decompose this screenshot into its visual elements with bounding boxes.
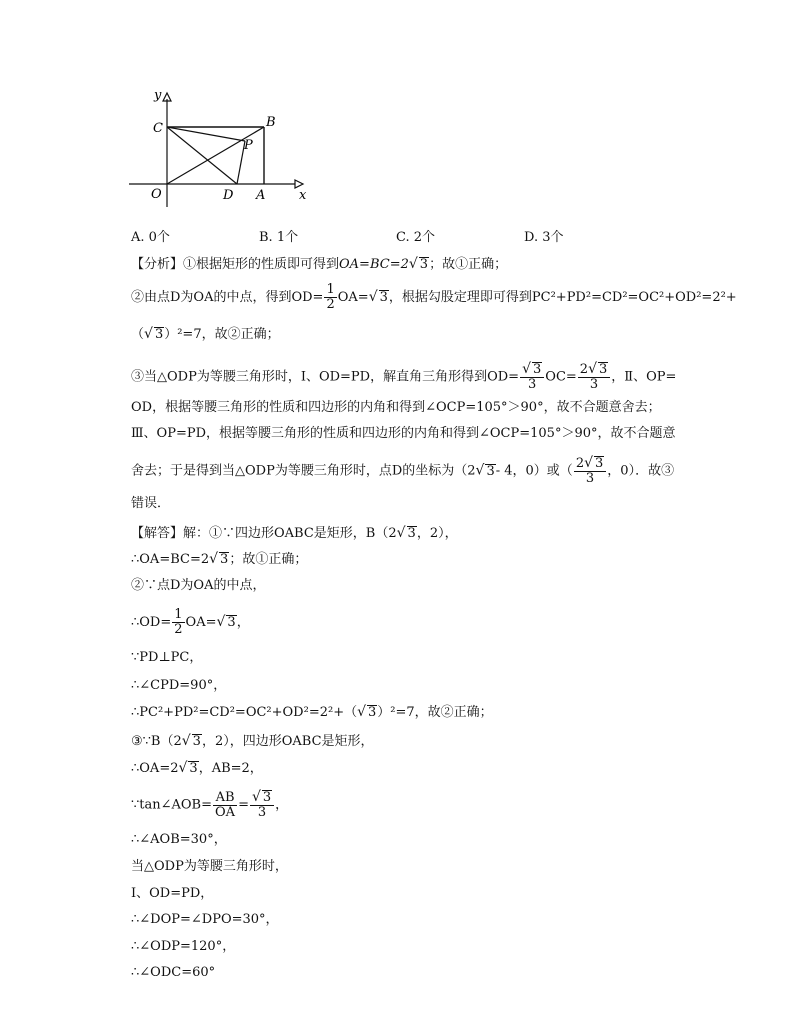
analysis-line-1: 【分析】①根据矩形的性质即可得到OA=BC=2√ 3；故①正确； — [131, 256, 508, 272]
point-b-label: B — [266, 115, 276, 130]
analysis-line-3: （√ 3）²=7，故②正确； — [131, 326, 280, 342]
solution-line-9: ∴OA=2√ 3，AB=2， — [131, 760, 263, 776]
solution-line-13: Ⅰ、OD=PD， — [131, 886, 214, 901]
segment-cd — [167, 127, 237, 184]
solution-line-11: ∴∠AOB=30°， — [131, 832, 227, 847]
analysis-line-2: ②由点D为OA的中点，得到OD= $\frac{1}{2}$ OA=√ 3，根据勾股定理即可得到PC²+PD²=CD²=OC²+OD²=2²+ — [131, 282, 737, 312]
solution-line-7: ∴PC²+PD²=CD²=OC²+OD²=2²+（√ 3）²=7，故②正确； — [131, 704, 493, 720]
option-a: A. 0个 — [131, 230, 170, 245]
geometry-figure — [125, 85, 315, 210]
solution-line-15: ∴∠ODP=120°， — [131, 939, 236, 954]
solution-line-2: ∴OA=BC=2√ 3；故①正确； — [131, 551, 308, 567]
solution-line-10: ∵tan∠AOB= $\frac{AB}{OA}$ = $\frac{√ 3}{3}$ ， — [131, 789, 289, 820]
point-o-label: O — [151, 187, 162, 202]
axis-y-label: y — [154, 88, 162, 103]
solution-line-5: ∵PD⊥PC， — [131, 650, 203, 665]
point-c-label: C — [153, 121, 163, 136]
analysis-line-6: Ⅲ、OP=PD，根据等腰三角形的性质和四边形的内角和得到∠OCP=105°＞90°，故不合题意 — [131, 426, 676, 441]
solution-line-12: 当△ODP为等腰三角形时， — [131, 859, 288, 874]
option-d: D. 3个 — [524, 230, 564, 245]
solution-line-8: ③∵B（2√ 3，2），四边形OABC是矩形， — [131, 733, 374, 749]
analysis-line-5: OD，根据等腰三角形的性质和四边形的内角和得到∠OCP=105°＞90°，故不合题意舍去； — [131, 400, 661, 415]
point-d-label: D — [223, 188, 234, 203]
x-axis-arrow — [295, 180, 303, 188]
axis-x-label: x — [299, 188, 307, 203]
point-p-label: P — [244, 138, 253, 153]
solution-line-16: ∴∠ODC=60° — [131, 965, 216, 980]
point-a-label: A — [256, 188, 266, 203]
option-b: B. 1个 — [259, 230, 299, 245]
solution-line-14: ∴∠DOP=∠DPO=30°， — [131, 912, 279, 927]
solution-line-6: ∴∠CPD=90°， — [131, 678, 227, 693]
solution-line-1: 【解答】解：①∵四边形OABC是矩形，B（2√ 3，2）， — [131, 525, 458, 541]
solution-line-4: ∴OD= $\frac{1}{2}$ OA=√ 3， — [131, 607, 250, 637]
analysis-line-8: 错误． — [131, 496, 171, 511]
analysis-line-4: ③当△ODP为等腰三角形时，Ⅰ、OD=PD，解直角三角形得到OD= $\frac{√ 3}{3}$ OC= $\frac{2√ 3}{3}$ ，Ⅱ、OP= — [131, 361, 677, 392]
segment-cp — [167, 127, 245, 141]
option-c: C. 2个 — [396, 230, 436, 245]
analysis-line-7: 舍去；于是得到当△ODP为等腰三角形时，点D的坐标为（2√ 3- 4，0）或（ $\frac{2√ 3}{3}$ ，0）．故③ — [131, 455, 675, 486]
solution-line-3: ②∵点D为OA的中点， — [131, 578, 266, 593]
